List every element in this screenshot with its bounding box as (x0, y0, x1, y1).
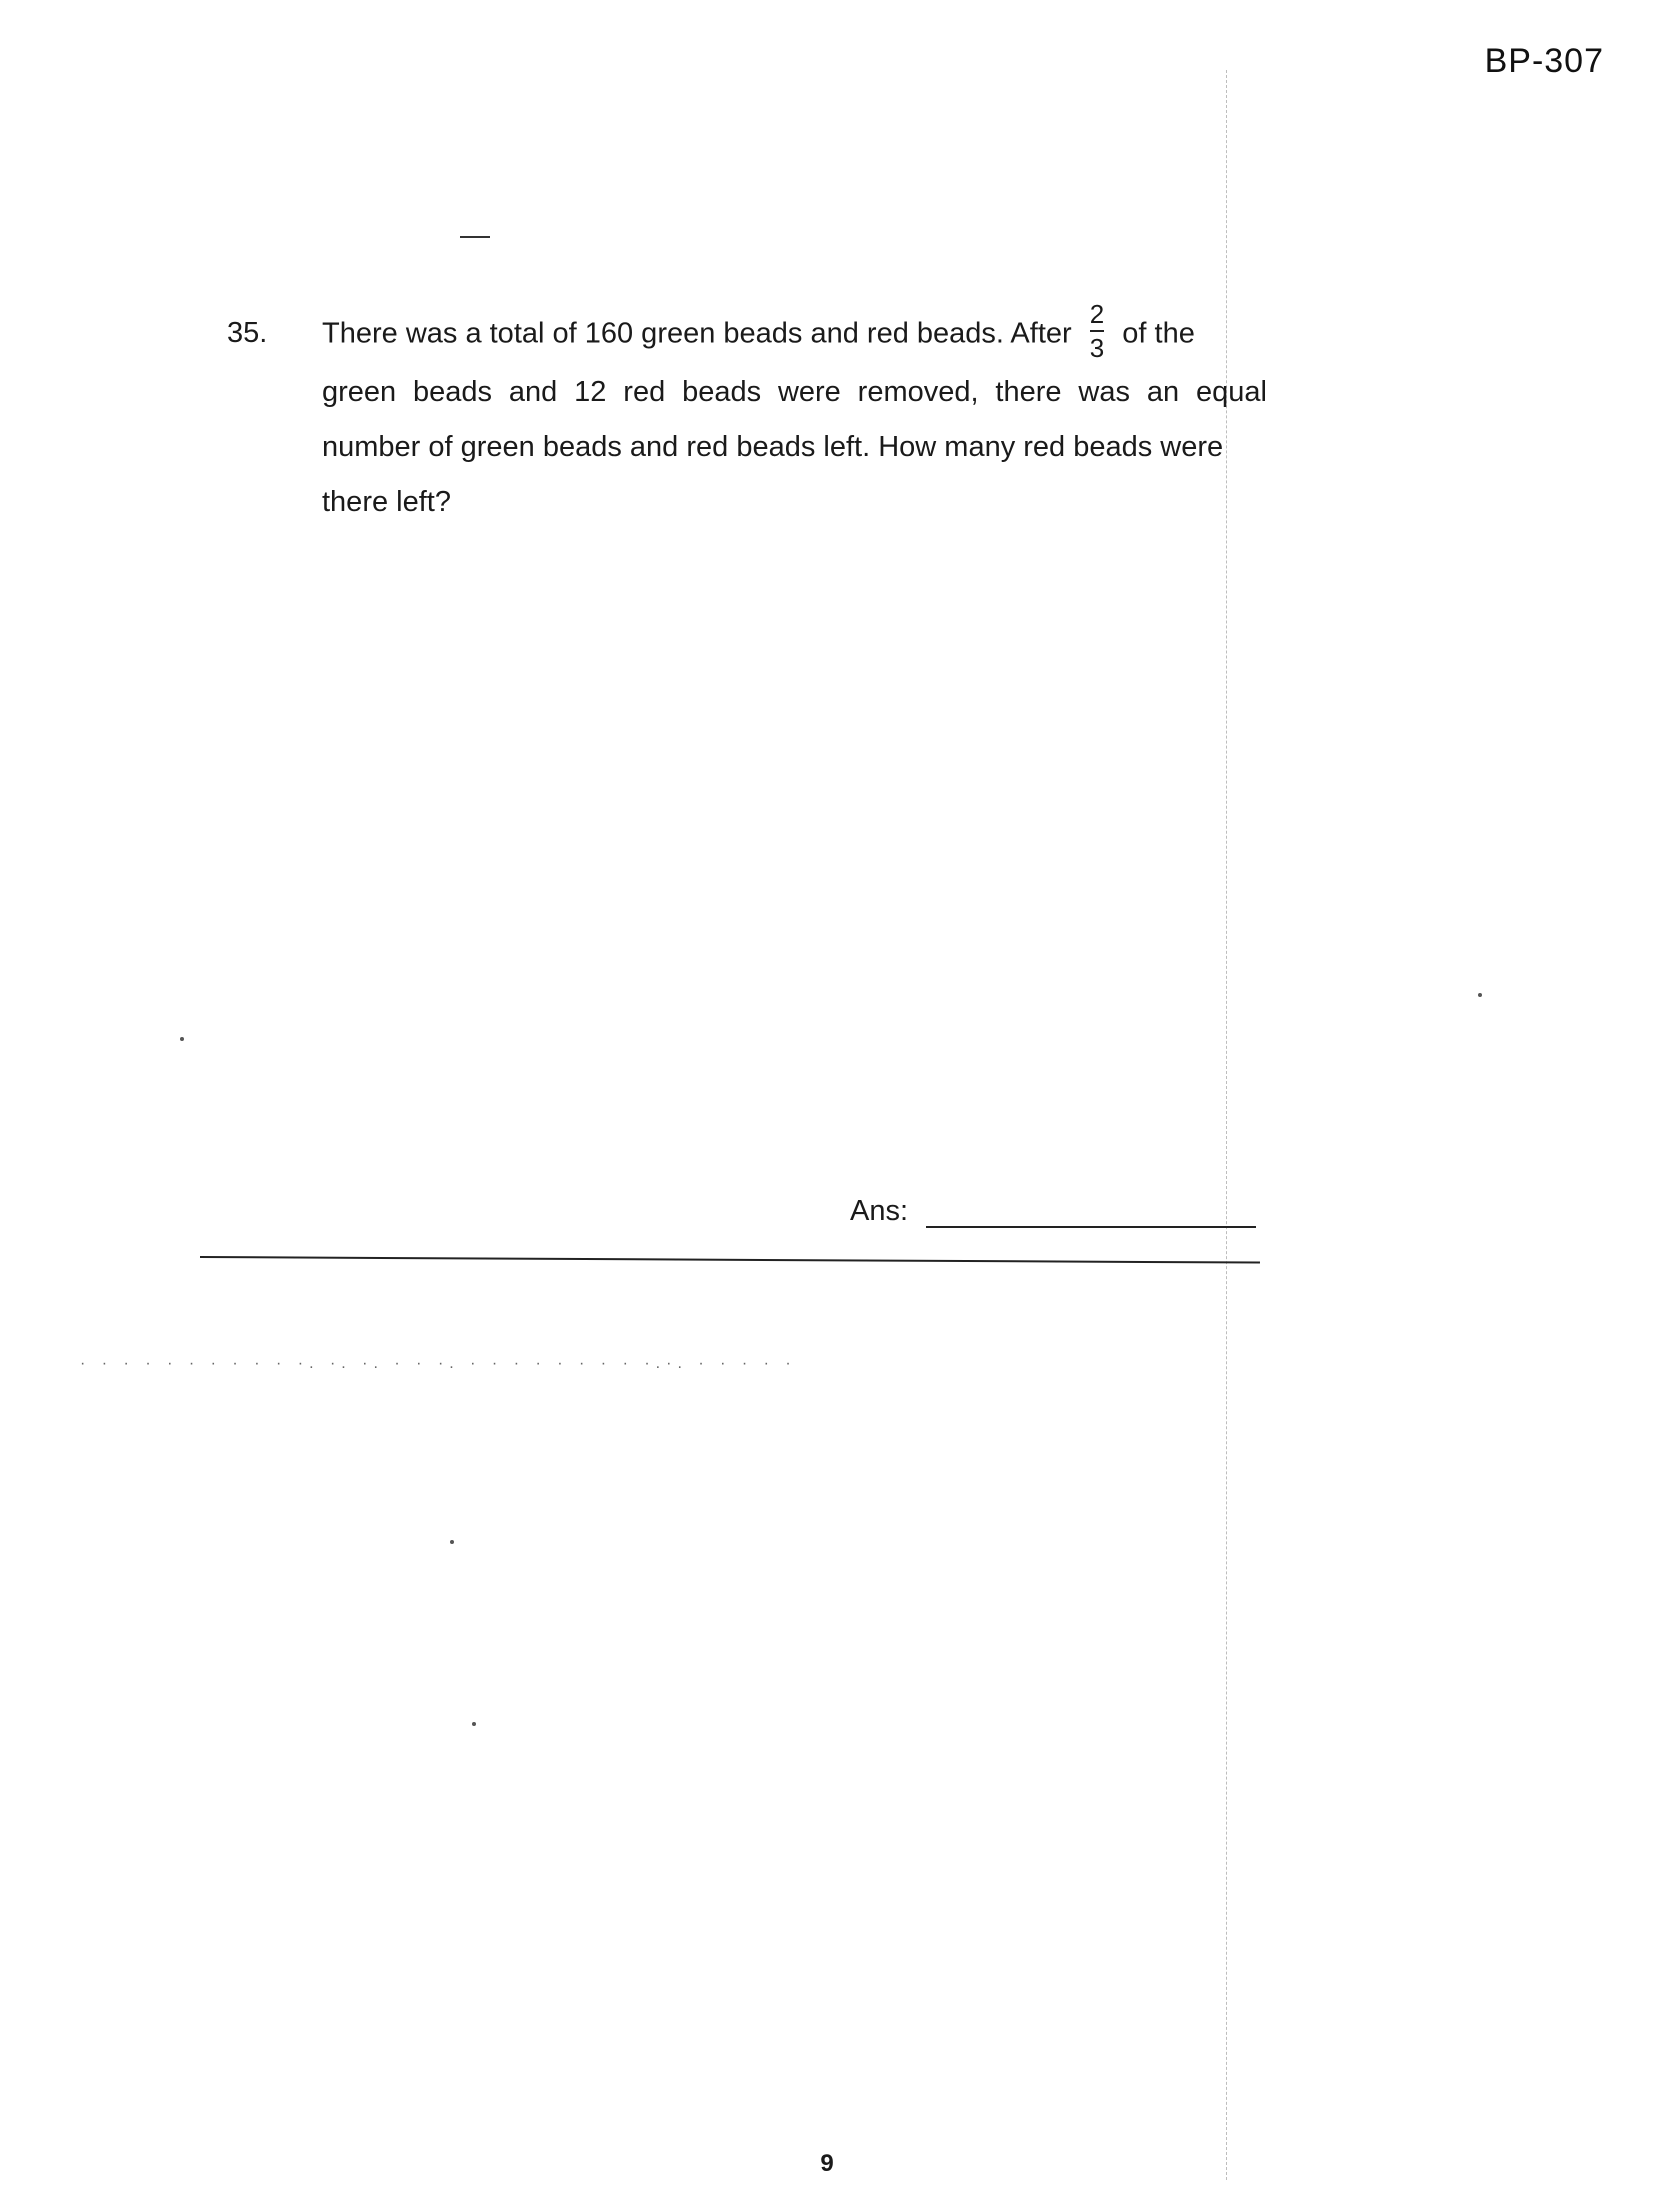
question-line-1-end: of the (1122, 317, 1195, 350)
section-divider (200, 1256, 1260, 1264)
word: were (777, 376, 841, 408)
page-code: BP-307 (1484, 42, 1604, 80)
answer-label: Ans: (850, 1195, 909, 1227)
fraction-two-thirds (1090, 301, 1104, 361)
question-text (322, 299, 1267, 530)
scan-speck (1478, 993, 1482, 997)
scan-speck (450, 1540, 454, 1544)
scan-speck (180, 1037, 184, 1041)
question-line-4: there left? (322, 486, 451, 518)
word: an (1146, 376, 1180, 408)
word: equal (1195, 376, 1267, 408)
scan-artifact-dash (460, 236, 490, 238)
answer-blank[interactable] (926, 1198, 1256, 1228)
word: removed, (857, 376, 979, 408)
word: 12 (574, 376, 607, 408)
word: and (508, 376, 558, 408)
noise-dots: · · · · · · · · · · ·. ·. ·. · · ·. · · · · · · · · ·.·. · · · · · (80, 1355, 797, 1372)
fraction-denominator: 3 (1089, 333, 1105, 363)
question-line-3: number of green beads and red beads left. How many red beads were (322, 431, 1224, 463)
word: green (322, 376, 397, 408)
question-line-1 (322, 299, 1267, 365)
question-line-1-start: There was a total of 160 green beads and red beads. After (322, 317, 1072, 350)
fraction-bar (1090, 330, 1104, 332)
scan-speck (472, 1722, 476, 1726)
question-number: 35. (227, 317, 268, 349)
answer-row (850, 1195, 1256, 1228)
page-number: 9 (820, 2150, 834, 2177)
question-line-2 (322, 365, 1267, 420)
word: beads (413, 376, 493, 408)
scan-noise-row (80, 1355, 1600, 1385)
word: there (995, 376, 1062, 408)
word: was (1078, 376, 1130, 408)
fraction-numerator: 2 (1089, 299, 1105, 329)
word: red (623, 376, 666, 408)
word: beads (682, 376, 762, 408)
